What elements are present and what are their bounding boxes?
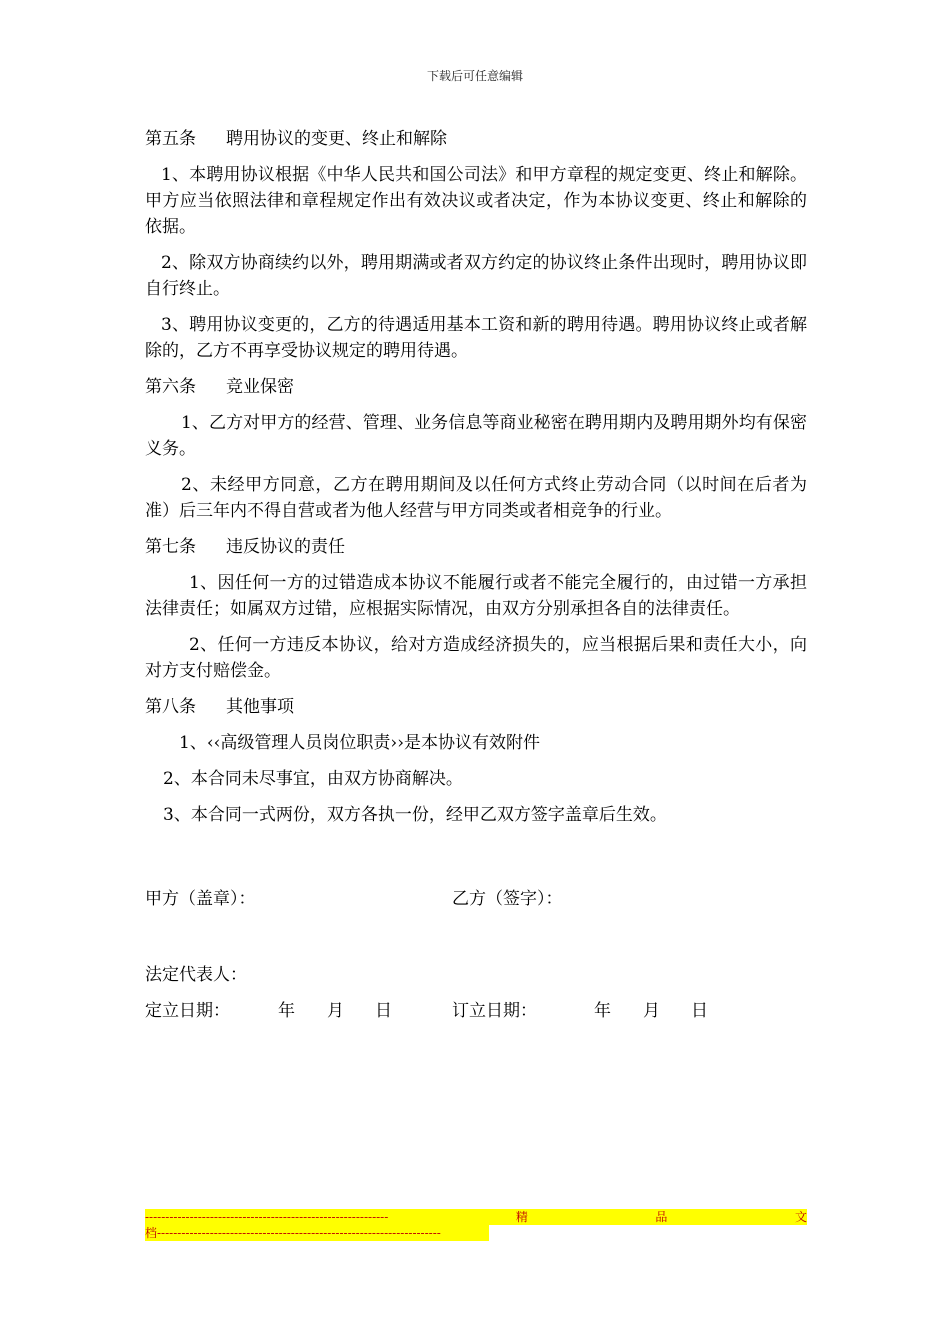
date-a-month: 月 xyxy=(327,1001,344,1021)
clause-paragraph: 3、本合同一式两份，双方各执一份，经甲乙双方签字盖章后生效。 xyxy=(163,805,667,825)
date-b-label: 订立日期： xyxy=(452,1001,537,1021)
clause-paragraph: 1、乙方对甲方的经营、管理、业务信息等商业秘密在聘用期内及聘用期外均有保密义务。 xyxy=(145,413,807,459)
clause-paragraph: 3、聘用协议变更的，乙方的待遇适用基本工资和新的聘用待遇。聘用协议终止或者解除的，乙方不再享受协议规定的聘用待遇。 xyxy=(145,315,807,361)
footer-dashes: ------------------------------------------------------------ xyxy=(145,1210,389,1224)
footer-highlight-line-2: 档---------------------------------------------------------------------- xyxy=(145,1225,489,1241)
party-a-seal-label: 甲方（盖章）： xyxy=(145,889,256,909)
date-a-label: 定立日期： xyxy=(145,1001,230,1021)
section-title: 其他事项 xyxy=(226,697,294,717)
clause-paragraph: 2、本合同未尽事宜，由双方协商解决。 xyxy=(163,769,463,789)
signature-parties-row xyxy=(145,886,807,912)
section-title: 竞业保密 xyxy=(226,377,294,397)
date-b-year: 年 xyxy=(594,1001,611,1021)
section-title: 聘用协议的变更、终止和解除 xyxy=(226,129,447,149)
section-number: 第五条 xyxy=(145,129,196,149)
footer-word: 文 xyxy=(794,1210,807,1224)
section-heading xyxy=(145,374,807,400)
date-b-day: 日 xyxy=(691,1001,708,1021)
clause-paragraph: 2、任何一方违反本协议，给对方造成经济损失的，应当根据后果和责任大小，向对方支付赔偿金。 xyxy=(145,635,807,681)
footer-highlight-line xyxy=(145,1209,807,1225)
page-header: 下载后可任意编辑 xyxy=(426,69,523,83)
section-heading xyxy=(145,694,807,720)
date-b-month: 月 xyxy=(643,1001,660,1021)
section-number: 第七条 xyxy=(145,537,196,557)
section-number: 第八条 xyxy=(145,697,196,717)
section-number: 第六条 xyxy=(145,377,196,397)
clause-paragraph: 1、本聘用协议根据《中华人民共和国公司法》和甲方章程的规定变更、终止和解除。甲方应当依照法律和章程规定作出有效决议或者决定，作为本协议变更、终止和解除的依据。 xyxy=(145,165,807,237)
clause-paragraph: 1、‹‹高级管理人员岗位职责››是本协议有效附件 xyxy=(179,733,541,753)
date-a-day: 日 xyxy=(375,1001,392,1021)
footer-word: 品 xyxy=(655,1210,668,1224)
date-a-year: 年 xyxy=(278,1001,295,1021)
section-title: 违反协议的责任 xyxy=(226,537,345,557)
section-heading xyxy=(145,126,807,152)
section-heading xyxy=(145,534,807,560)
footer-word: 精 xyxy=(515,1210,528,1224)
legal-representative-row xyxy=(145,962,807,988)
clause-paragraph: 2、除双方协商续约以外，聘用期满或者双方约定的协议终止条件出现时，聘用协议即自行终止。 xyxy=(145,253,807,299)
clause-paragraph: 2、未经甲方同意，乙方在聘用期间及以任何方式终止劳动合同（以时间在后者为准）后三年内不得自营或者为他人经营与甲方同类或者相竞争的行业。 xyxy=(145,475,807,521)
clause-paragraph: 1、因任何一方的过错造成本协议不能履行或者不能完全履行的，由过错一方承担法律责任；如属双方过错，应根据实际情况，由双方分别承担各自的法律责任。 xyxy=(145,573,807,619)
signing-date-row xyxy=(145,998,807,1024)
party-b-sign-label: 乙方（签字）： xyxy=(452,889,563,909)
document-body xyxy=(145,126,807,1024)
legal-representative-label: 法定代表人： xyxy=(145,965,247,985)
page-footer xyxy=(145,1209,807,1245)
